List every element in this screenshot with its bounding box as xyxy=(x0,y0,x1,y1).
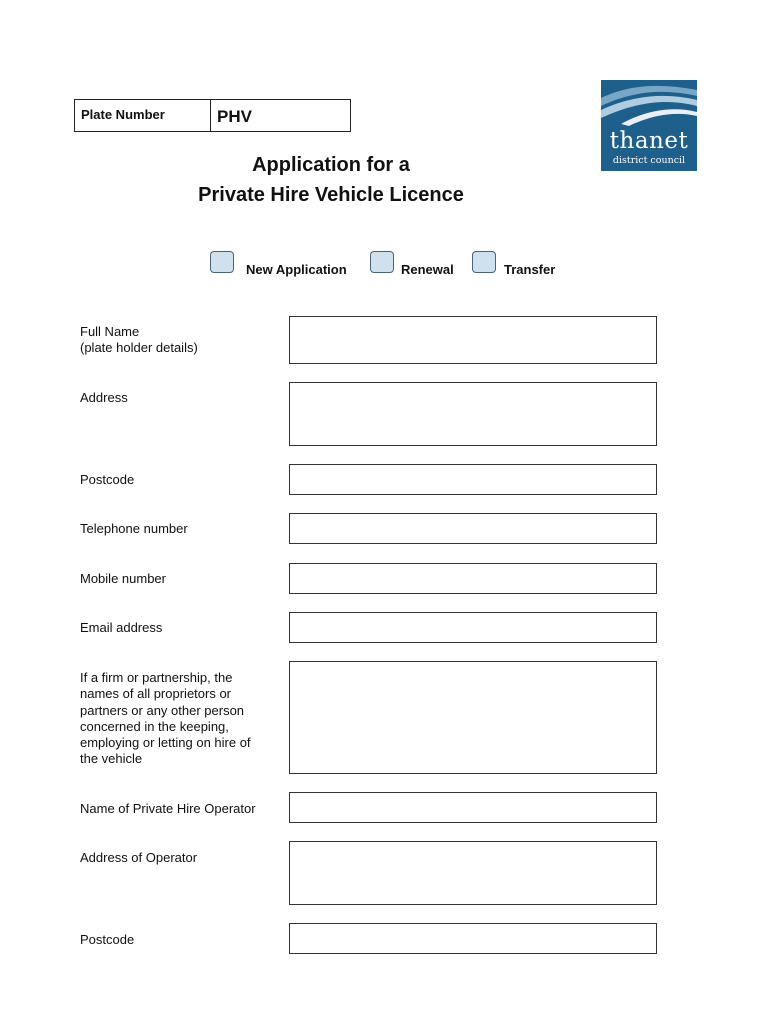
page-title-line1: Application for a xyxy=(252,154,410,176)
email-label: Email address xyxy=(80,620,163,635)
telephone-label: Telephone number xyxy=(80,521,188,536)
full-name-label: Full Name (plate holder details) xyxy=(80,324,198,356)
new-application-label: New Application xyxy=(246,262,347,277)
operator-name-label: Name of Private Hire Operator xyxy=(80,801,256,816)
mobile-field[interactable] xyxy=(289,563,657,594)
operator-name-field[interactable] xyxy=(289,792,657,823)
telephone-field[interactable] xyxy=(289,513,657,544)
logo-swoosh-graphic xyxy=(601,80,697,130)
partnership-field[interactable] xyxy=(289,661,657,774)
address-field[interactable] xyxy=(289,382,657,446)
plate-number-box xyxy=(74,99,351,132)
logo-wordmark: thanet xyxy=(609,128,689,154)
transfer-checkbox[interactable] xyxy=(472,251,496,273)
new-application-checkbox[interactable] xyxy=(210,251,234,273)
address-label: Address xyxy=(80,390,128,405)
operator-address-label: Address of Operator xyxy=(80,850,198,865)
transfer-label: Transfer xyxy=(504,262,556,277)
operator-address-field[interactable] xyxy=(289,841,657,905)
full-name-field[interactable] xyxy=(289,316,657,364)
postcode-label: Postcode xyxy=(80,472,135,487)
plate-number-label: Plate Number xyxy=(75,100,211,131)
operator-postcode-field[interactable] xyxy=(289,923,657,954)
postcode-field[interactable] xyxy=(289,464,657,495)
page-title-line2: Private Hire Vehicle Licence xyxy=(198,184,464,206)
mobile-label: Mobile number xyxy=(80,571,166,586)
renewal-label: Renewal xyxy=(401,262,454,277)
plate-number-value[interactable]: PHV xyxy=(217,107,252,126)
operator-postcode-label: Postcode xyxy=(80,932,135,947)
email-field[interactable] xyxy=(289,612,657,643)
logo-subtitle: district council xyxy=(612,155,686,166)
partnership-label: If a firm or partnership, the names of all proprietors or partners or any other person concerned in the keeping, employing or letting on hire of the vehicle xyxy=(80,670,251,767)
renewal-checkbox[interactable] xyxy=(370,251,394,273)
